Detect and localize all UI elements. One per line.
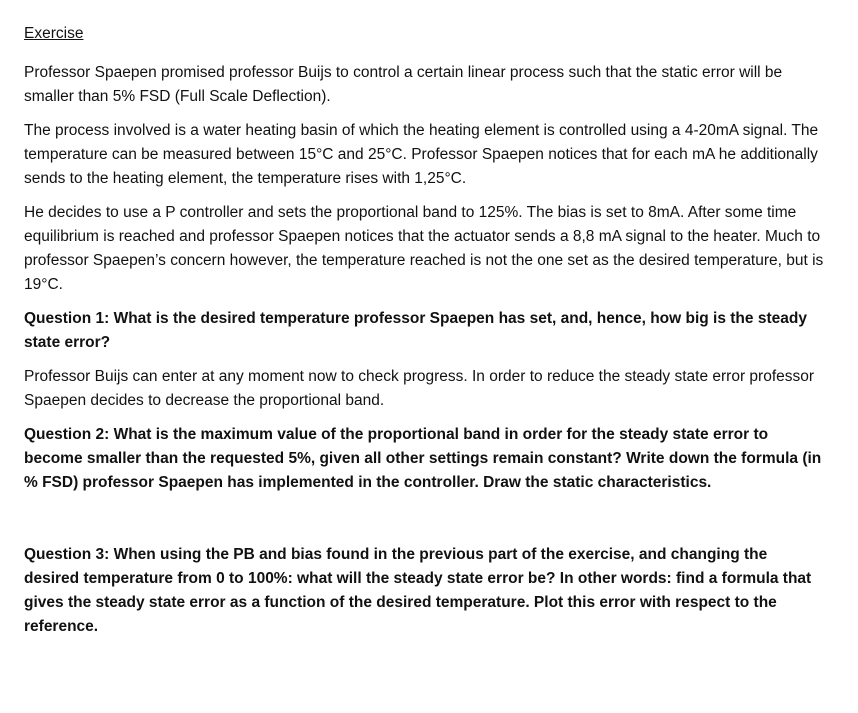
progress-paragraph: Professor Buijs can enter at any moment now to check progress. In order to reduce the steady state error professor Spaepen decides to decrease the proportional band.: [24, 368, 815, 409]
question-3: Question 3: When using the PB and bias found in the previous part of the exercise, and changing the desired temperature from 0 to 100%: what will the steady state error be? In other words: find a formula that gives the steady state error as a function of the desired temperature. Plot this error with respect to the reference.: [24, 546, 812, 635]
controller-paragraph: He decides to use a P controller and sets the proportional band to 125%. The bias is set to 8mA. After some time equilibrium is reached and professor Spaepen notices that the actuator sends a 8,8 mA signal to the heater. Much to professor Spaepen’s concern however, the temperature reached is not the one set as the desired temperature, but is 19°C.: [24, 204, 824, 293]
exercise-heading: Exercise: [24, 25, 84, 42]
intro-paragraph: Professor Spaepen promised professor Buijs to control a certain linear process such that the static error will be smaller than 5% FSD (Full Scale Deflection).: [24, 64, 783, 105]
question-2: Question 2: What is the maximum value of the proportional band in order for the steady state error to become smaller than the requested 5%, given all other settings remain constant? Write down the formula (in % FSD) professor Spaepen has implemented in the controller. Draw the static characteristics.: [24, 426, 822, 491]
question-1: Question 1: What is the desired temperature professor Spaepen has set, and, hence, how big is the steady state error?: [24, 310, 807, 351]
process-paragraph: The process involved is a water heating basin of which the heating element is controlled using a 4-20mA signal. The temperature can be measured between 15°C and 25°C. Professor Spaepen notices that for each mA he additionally sends to the heating element, the temperature rises with 1,25°C.: [24, 122, 819, 187]
spacer: [24, 505, 824, 543]
exercise-document: [24, 22, 824, 649]
